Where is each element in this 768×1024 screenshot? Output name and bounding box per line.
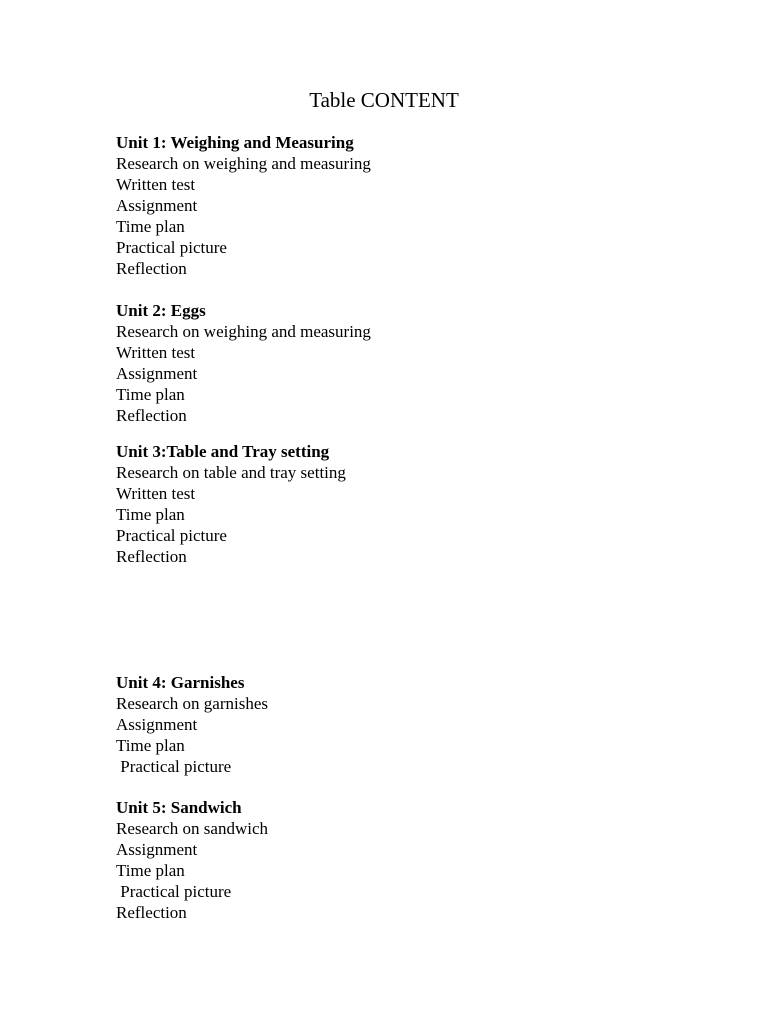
unit-4-section [116,672,268,777]
list-item: Time plan [116,505,185,524]
list-item: Assignment [116,840,198,859]
list-item: Reflection [116,259,187,278]
list-item: Research on weighing and measuring [116,322,371,341]
list-item: Reflection [116,547,187,566]
list-item: Practical picture [116,757,232,776]
list-item: Research on garnishes [116,694,269,713]
list-item: Written test [116,175,196,194]
unit-item-list [116,693,268,777]
unit-heading: Unit 4: Garnishes [116,673,245,692]
page-title: Table CONTENT [309,88,459,112]
list-item: Time plan [116,736,185,755]
list-item: Reflection [116,903,187,922]
list-item: Reflection [116,406,187,425]
unit-3-section [116,441,346,567]
unit-heading: Unit 2: Eggs [116,301,206,320]
unit-item-list [116,321,371,426]
unit-2-section [116,300,371,426]
list-item: Research on weighing and measuring [116,154,371,173]
list-item: Research on table and tray setting [116,463,346,482]
list-item: Time plan [116,861,185,880]
unit-heading: Unit 5: Sandwich [116,798,242,817]
unit-heading: Unit 1: Weighing and Measuring [116,133,354,152]
list-item: Practical picture [116,882,232,901]
list-item: Assignment [116,715,198,734]
unit-1-section [116,132,371,279]
list-item: Time plan [116,217,185,236]
unit-5-section [116,797,268,923]
unit-item-list [116,818,268,923]
unit-item-list [116,462,346,567]
unit-item-list [116,153,371,279]
unit-heading: Unit 3:Table and Tray setting [116,442,330,461]
list-item: Assignment [116,196,198,215]
list-item: Research on sandwich [116,819,269,838]
list-item: Written test [116,343,196,362]
list-item: Practical picture [116,526,227,545]
list-item: Assignment [116,364,198,383]
list-item: Time plan [116,385,185,404]
list-item: Written test [116,484,196,503]
list-item: Practical picture [116,238,227,257]
